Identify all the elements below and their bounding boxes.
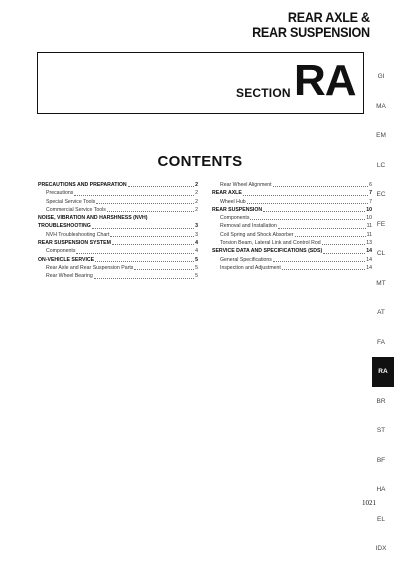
- toc-dot-leader: [96, 203, 194, 204]
- toc-entry-title: NVH Troubleshooting Chart: [46, 231, 110, 238]
- toc-dot-leader: [273, 186, 368, 187]
- toc-entry-title: SERVICE DATA AND SPECIFICATIONS (SDS): [212, 248, 323, 255]
- toc-entry-page: 4: [195, 240, 198, 247]
- toc-entry[interactable]: [212, 264, 372, 272]
- toc-dot-leader: [94, 278, 194, 279]
- toc-entry-title: Rear Wheel Bearing: [46, 273, 93, 280]
- contents-heading: CONTENTS: [157, 153, 243, 170]
- toc-dot-leader: [323, 253, 365, 254]
- toc-entry-page: 7: [369, 190, 372, 197]
- toc-entry-title: PRECAUTIONS AND PREPARATION: [38, 182, 127, 188]
- toc-entry-title: Wheel Hub: [220, 198, 246, 205]
- toc-dot-leader: [250, 219, 365, 220]
- toc-dot-leader: [74, 195, 194, 196]
- toc-entry[interactable]: [38, 189, 198, 197]
- title-line-2: REAR SUSPENSION: [252, 24, 370, 40]
- toc-dot-leader: [263, 211, 365, 212]
- toc-entry-page: 14: [366, 264, 372, 271]
- tab-bf[interactable]: BF: [376, 456, 386, 464]
- toc-entry-page: 2: [195, 190, 198, 197]
- toc-entry[interactable]: [212, 256, 372, 264]
- toc-dot-leader: [76, 253, 194, 254]
- toc-entry-page: 3: [195, 231, 198, 238]
- toc-entry[interactable]: [212, 198, 372, 206]
- toc-entry-title: REAR SUSPENSION: [212, 206, 263, 213]
- toc-entry-title: Components: [220, 215, 250, 222]
- toc-entry[interactable]: [38, 272, 198, 280]
- toc-entry-page: 5: [195, 256, 198, 263]
- tab-ec[interactable]: EC: [376, 191, 386, 199]
- toc-entry-page: 7: [369, 198, 372, 205]
- toc-dot-leader: [273, 261, 365, 262]
- toc-entry-page: 10: [366, 215, 372, 222]
- toc-entry-title: Rear Wheel Alignment: [220, 182, 272, 188]
- toc-dot-leader: [278, 228, 366, 229]
- toc-entry[interactable]: [212, 222, 372, 230]
- toc-dot-leader: [112, 244, 194, 245]
- toc-entry-page: 6: [369, 182, 372, 188]
- toc-dot-leader: [247, 203, 368, 204]
- toc-entry[interactable]: [212, 214, 372, 222]
- toc-entry[interactable]: [212, 239, 372, 247]
- page-number: 1021: [362, 499, 376, 507]
- toc-entry[interactable]: [38, 231, 198, 239]
- toc-entry-page: 10: [366, 206, 372, 213]
- tab-br[interactable]: BR: [376, 397, 386, 405]
- toc-entry-page: 2: [195, 206, 198, 213]
- toc-entry-title: Commercial Service Tools: [46, 206, 106, 213]
- tab-at[interactable]: AT: [377, 309, 385, 317]
- toc-entry-title: Coil Spring and Shock Absorber: [220, 231, 294, 238]
- toc-entry[interactable]: [212, 231, 372, 239]
- toc-dot-leader: [110, 236, 194, 237]
- tab-fa[interactable]: FA: [377, 338, 385, 346]
- tab-mt[interactable]: MT: [376, 279, 386, 287]
- section-tabs: [368, 62, 394, 564]
- toc-entry-title: Rear Axle and Rear Suspension Parts: [46, 264, 134, 271]
- toc-entry-page: 14: [366, 248, 372, 255]
- toc-entry-page: 14: [366, 256, 372, 263]
- toc-entry-title: NOISE, VIBRATION AND HARSHNESS (NVH): [38, 215, 148, 222]
- tab-el[interactable]: EL: [377, 515, 385, 523]
- toc-dot-leader: [107, 211, 194, 212]
- toc-dot-leader: [295, 236, 366, 237]
- toc-entry[interactable]: [212, 206, 372, 214]
- toc-entry-title: Inspection and Adjustment: [220, 264, 281, 271]
- toc-entry-page: 13: [366, 240, 372, 247]
- section-code: RA: [294, 56, 356, 105]
- toc-entry-title: REAR AXLE: [212, 190, 242, 197]
- tab-st[interactable]: ST: [376, 427, 386, 435]
- toc-entry-page: 2: [195, 182, 198, 188]
- toc-entry[interactable]: [38, 198, 198, 206]
- toc-entry-page: 5: [195, 264, 198, 271]
- toc-entry-title: Components: [46, 248, 76, 255]
- toc-entry-title: Special Service Tools: [46, 198, 96, 205]
- toc-entry-page: 3: [195, 223, 198, 230]
- toc-entry[interactable]: [38, 239, 198, 247]
- section-label: SECTION: [236, 86, 291, 100]
- tab-cl[interactable]: CL: [376, 250, 386, 258]
- toc-entry[interactable]: [38, 214, 198, 222]
- toc-entry[interactable]: [38, 206, 198, 214]
- tab-ra[interactable]: RA: [372, 357, 394, 387]
- title-line-1: REAR AXLE &: [288, 9, 370, 25]
- tab-fe[interactable]: FE: [376, 220, 386, 228]
- toc-entry[interactable]: [38, 222, 198, 230]
- tab-idx[interactable]: IDX: [375, 545, 387, 553]
- toc-entry-title: Removal and Installation: [220, 223, 277, 230]
- toc-entry-title: REAR SUSPENSION SYSTEM: [38, 240, 111, 247]
- toc-entry[interactable]: [38, 247, 198, 255]
- toc-entry[interactable]: [212, 181, 372, 189]
- toc-dot-leader: [92, 228, 194, 229]
- tab-lc[interactable]: LC: [376, 161, 386, 169]
- toc-entry-title: Torsion Beam, Lateral Link and Control Rod: [220, 240, 321, 247]
- toc-dot-leader: [95, 261, 194, 262]
- tab-ha[interactable]: HA: [376, 486, 386, 494]
- toc-entry-title: TROUBLESHOOTING: [38, 223, 91, 230]
- toc-dot-leader: [282, 269, 365, 270]
- toc-entry-page: 11: [366, 231, 372, 238]
- tab-gi[interactable]: GI: [377, 73, 385, 81]
- tab-ma[interactable]: MA: [376, 102, 386, 110]
- toc-dot-leader: [322, 244, 366, 245]
- toc-dot-leader: [243, 195, 368, 196]
- toc-entry-page: 5: [195, 273, 198, 280]
- toc-entry-page: 11: [366, 223, 372, 230]
- toc-entry-page: 2: [195, 198, 198, 205]
- toc-entry-title: ON-VEHICLE SERVICE: [38, 256, 95, 263]
- toc-right-column: [212, 181, 372, 272]
- toc-entry[interactable]: [38, 181, 198, 189]
- toc-dot-leader: [134, 269, 194, 270]
- toc-entry-title: Precautions: [46, 190, 74, 197]
- toc-left-column: [38, 181, 198, 281]
- toc-entry[interactable]: [38, 256, 198, 264]
- toc-entry[interactable]: [212, 189, 372, 197]
- page-title: [252, 10, 370, 40]
- toc-dot-leader: [128, 186, 194, 187]
- toc-entry-title: General Specifications: [220, 256, 272, 263]
- toc-entry[interactable]: [212, 247, 372, 255]
- tab-em[interactable]: EM: [376, 132, 386, 140]
- toc-entry-page: 4: [195, 248, 198, 255]
- toc-entry[interactable]: [38, 264, 198, 272]
